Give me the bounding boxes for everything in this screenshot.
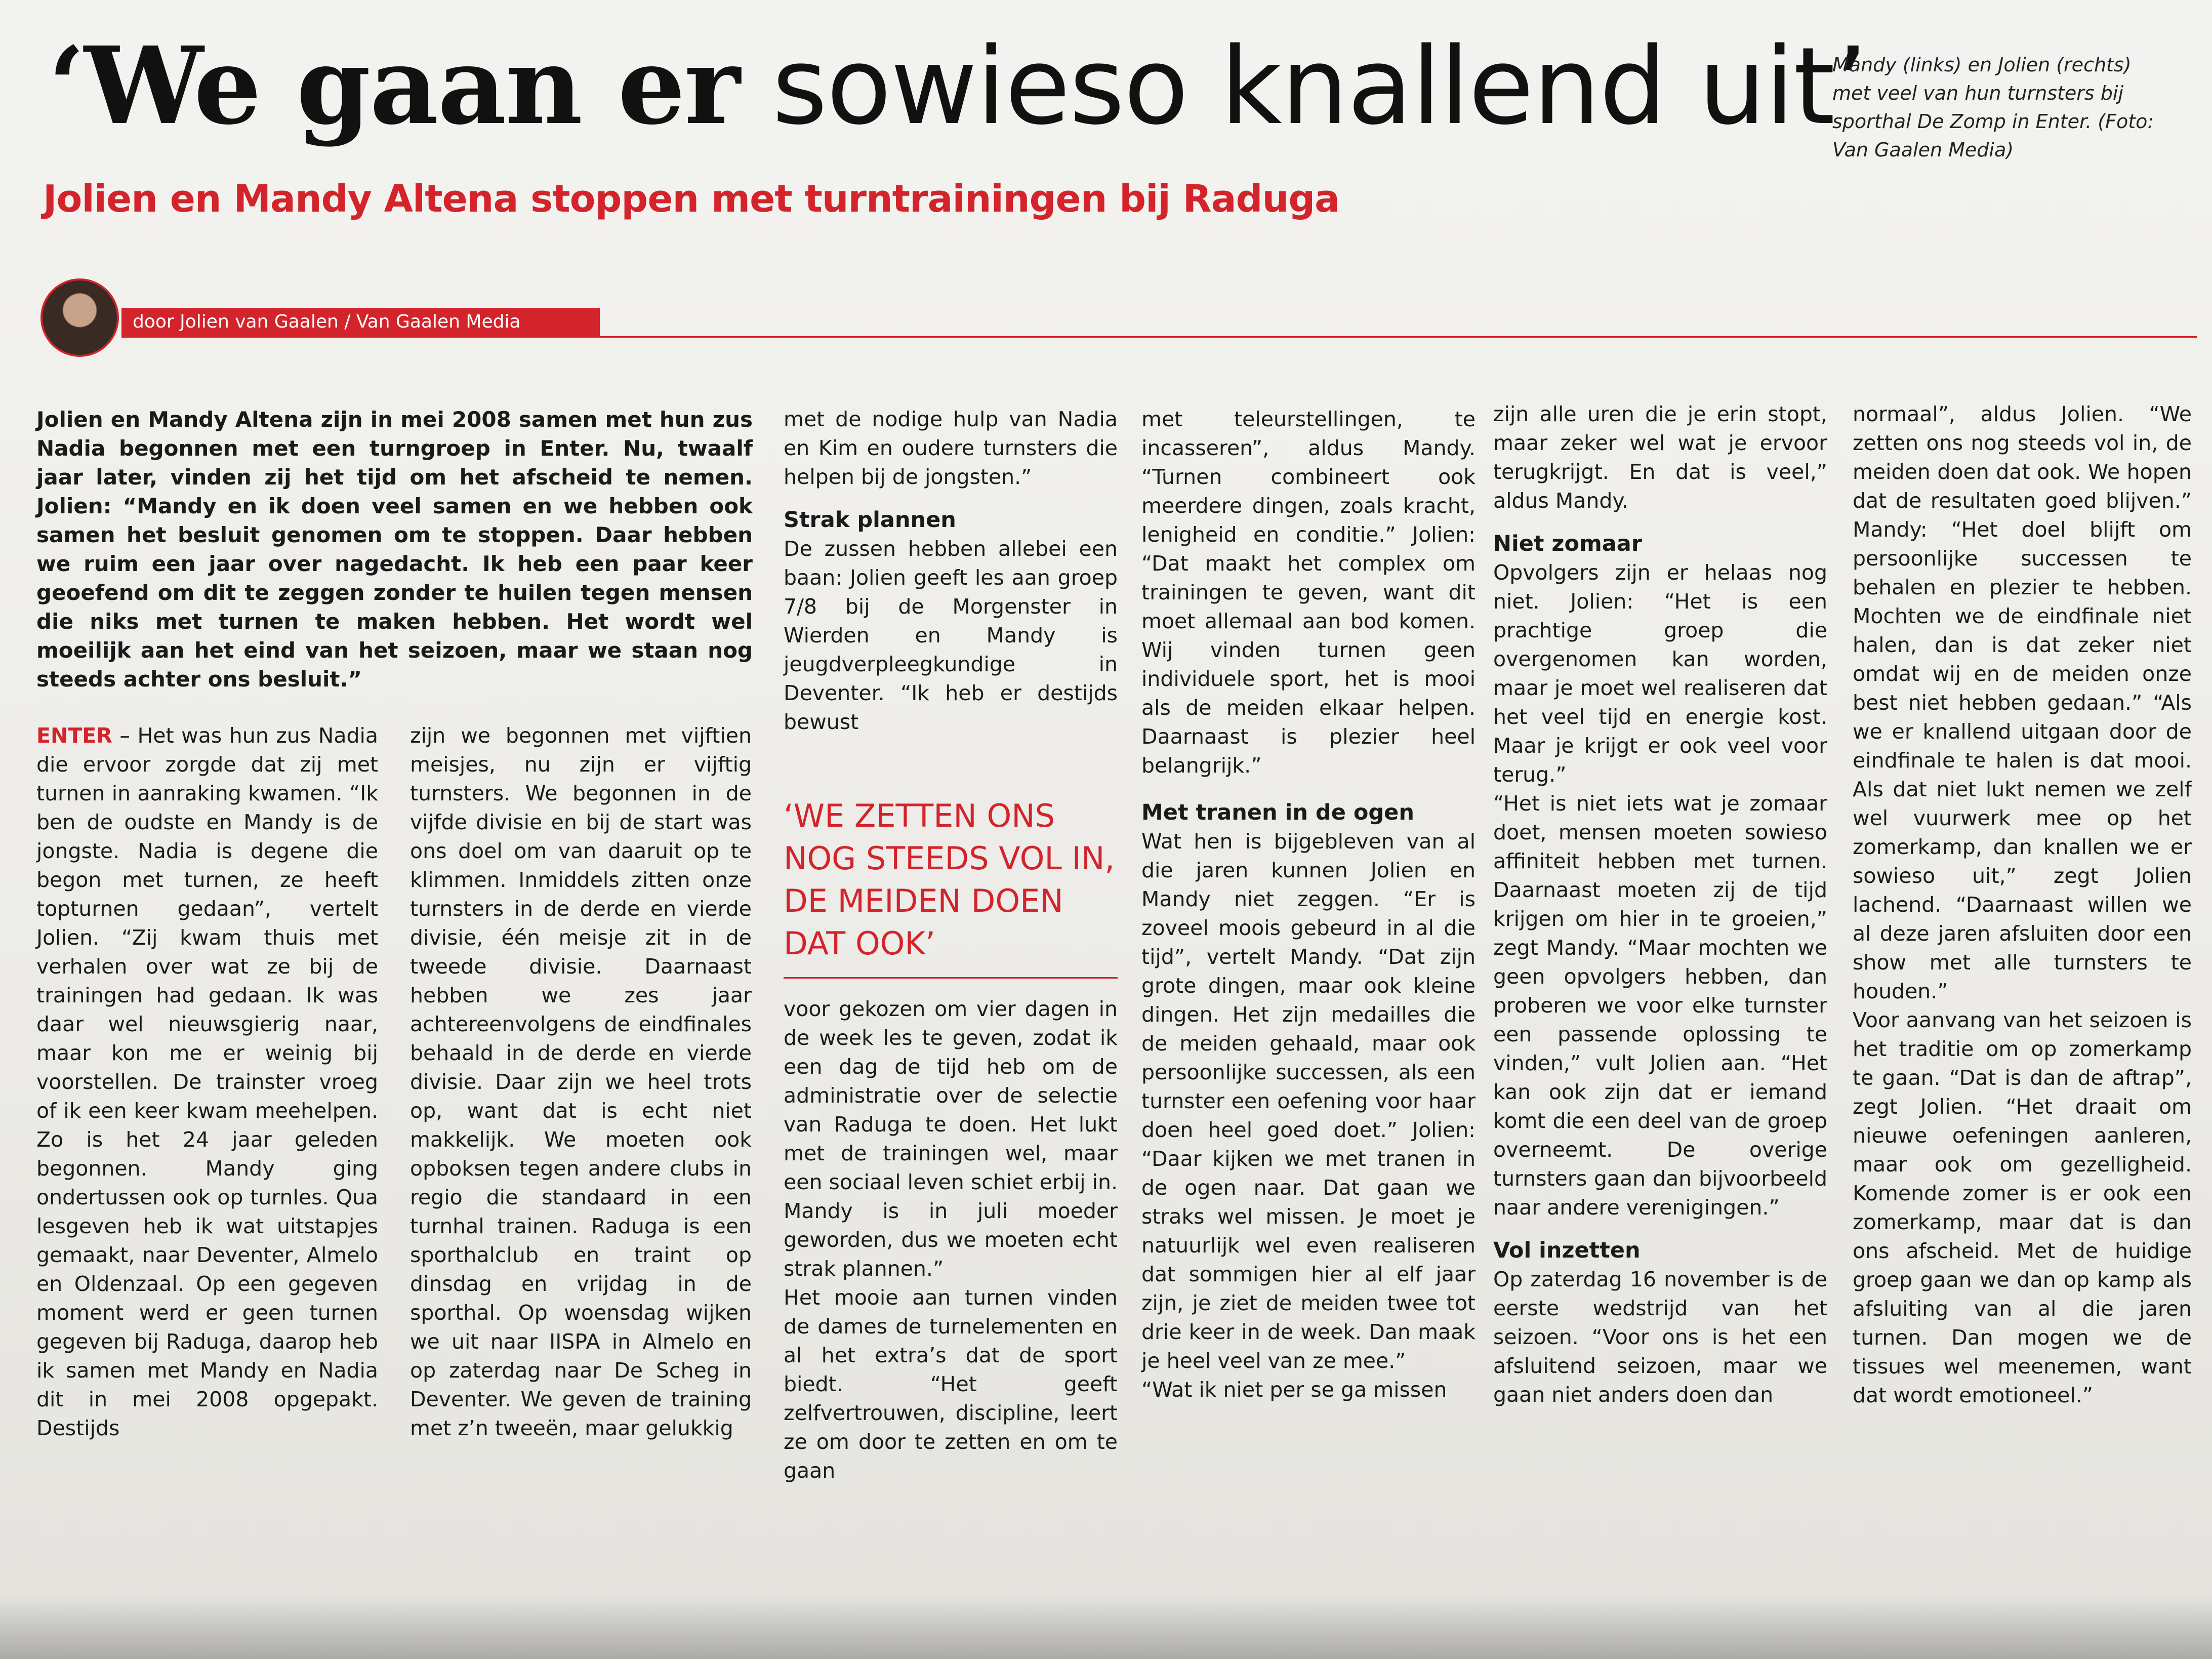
col3-paragraph-4: Het mooie aan turnen vinden de dames de turnelementen en al het extra’s dat de sport biedt. “Het geeft zelfvertrouwen, discipline, leert ze om door te zetten en om te gaan (784, 1285, 1118, 1483)
col5-heading-niet-zomaar: Niet zomaar (1493, 531, 1643, 556)
col4-paragraph-2: Wat hen is bijgebleven van al die jaren kunnen Jolien en Mandy niet zeggen. “Er is zoveel moois gebeurd in al die tijd”, vertelt Mandy. “Dat zijn grote dingen, maar ook kleine dingen. Het zijn medailles die de meiden gehaald, maar ook persoonlijke successen, als een turnster een oefening voor haar doen heel goed doet.” Jolien: “Daar kijken we met tranen in de ogen naar. Dat gaan we straks wel missen. Je moet je natuurlijk wel even realiseren dat sommigen hier al elf jaar zijn, je ziet de meiden twee tot drie keer in de week. Dan maak je heel veel van ze mee.” (1141, 829, 1476, 1373)
col2-paragraph: zijn we begonnen met vijftien meisjes, nu zijn er vijftig turnsters. We begonnen in de vijfde divisie en bij de start was ons doel om van daaruit op te klimmen. Inmiddels zitten onze turnsters in de derde en vierde divisie, één meisje zit in de tweede divisie. Daarnaast hebben we zes jaar achtereenvolgens de eindfinales behaald in de derde en vierde divisie. Daar zijn we heel trots op, want dat is echt niet makkelijk. We moeten ook opboksen tegen andere clubs in regio die standaard in een turnhal trainen. Raduga is een sporthalclub en traint op dinsdag en vrijdag in de sporthal. Op woensdag wijken we uit naar IISPA in Almelo en op zaterdag naar De Scheg in Deventer. We geven de training met z’n tweeën, maar gelukkig (410, 723, 752, 1440)
headline-bold: ‘We gaan er (48, 23, 740, 148)
column-3-bottom (784, 995, 1118, 1485)
column-3-top (784, 405, 1118, 737)
byline-rule (121, 336, 2197, 338)
col3-paragraph-1: met de nodige hulp van Nadia en Kim en oudere turnsters die helpen bij de jongsten.” (784, 407, 1118, 489)
headline-light: sowieso knallend uit’ (739, 24, 1867, 148)
column-1 (36, 721, 378, 1443)
col5-paragraph-2: Opvolgers zijn er helaas nog niet. Jolien: “Het is een prachtige groep die overgenomen kan worden, maar je moet wel realiseren dat het veel tijd en energie kost. Maar je krijgt er ook veel voor terug.” (1493, 560, 1827, 787)
page-edge-shadow (0, 1595, 2212, 1659)
col3-heading-strak-plannen: Strak plannen (784, 507, 956, 533)
col6-paragraph-1: normaal”, aldus Jolien. “We zetten ons nog steeds vol in, de meiden doen dat ook. We hopen dat de resultaten goed blijven.” Mandy: “Het doel blijft om persoonlijke successen te behalen en plezier te hebben. Mochten we de eindfinale niet halen, dan is dat zeker niet omdat wij en de meiden onze best niet hebben gedaan.” “Als we er knallend uitgaan door de eindfinale te halen is dat mooi. Als dat niet lukt nemen we zelf wel vuurwerk mee op het zomerkamp, dan knallen we er sowieso uit,” zegt Jolien lachend. “Daarnaast willen we al deze jaren afsluiten door een show met alle turnsters te houden.” (1853, 402, 2192, 1003)
dateline: ENTER (36, 723, 112, 748)
headline (48, 20, 1867, 152)
col5-paragraph-3: “Het is niet iets wat je zomaar doet, mensen moeten sowieso affiniteit hebben met turnen. Daarnaast moeten zij de tijd krijgen om hier in te groeien,” zegt Mandy. “Maar mochten we geen opvolgers hebben, dan proberen we voor elke turnster een passende oplossing te vinden,” vult Jolien aan. “Het kan ook zijn dat er iemand komt die een deel van de groep overneemt. De overige turnsters gaan dan bijvoorbeeld naar andere verenigingen.” (1493, 791, 1827, 1220)
column-4 (1141, 405, 1476, 1404)
col6-paragraph-2: Voor aanvang van het seizoen is het traditie om op zomerkamp te gaan. “Dat is dan de aftrap”, zegt Jolien. “Het draait om nieuwe oefeningen aanleren, maar ook om gezelligheid. Komende zomer is er ook een zomerkamp, maar dat is dan ons afscheid. Met de huidige groep gaan we dan op kamp als afsluiting van al die jaren turnen. Dan mogen we de tissues wel meenemen, want dat wordt emotioneel.” (1853, 1008, 2192, 1407)
col1-paragraph (36, 721, 378, 1443)
byline: door Jolien van Gaalen / Van Gaalen Media (121, 308, 600, 336)
subtitle: Jolien en Mandy Altena stoppen met turntrainingen bij Raduga (43, 177, 1340, 221)
author-avatar (40, 278, 119, 357)
col5-paragraph-4: Op zaterdag 16 november is de eerste wedstrijd van het seizoen. “Voor ons is het een afsluitend seizoen, maar we gaan niet anders doen dan (1493, 1267, 1827, 1407)
col3-paragraph-2: De zussen hebben allebei een baan: Jolien geeft les aan groep 7/8 bij de Morgenster in Wierden en Mandy is jeugdverpleegkundige in Deventer. “Ik heb er destijds bewust (784, 537, 1118, 734)
col5-heading-vol-inzetten: Vol inzetten (1493, 1238, 1641, 1263)
pull-quote: ‘WE ZETTEN ONS NOG STEEDS VOL IN, DE MEIDEN DOEN DAT OOK’ (784, 797, 1115, 962)
col4-heading-met-tranen: Met tranen in de ogen (1141, 800, 1414, 825)
intro-paragraph: Jolien en Mandy Altena zijn in mei 2008 samen met hun zus Nadia begonnen met een turngroep in Enter. Nu, twaalf jaar later, vinden zij het tijd om het afscheid te nemen. Jolien: “Mandy en ik doen veel samen en we hebben ook samen het besluit genomen om te stoppen. Daar hebben we ruim een jaar over nagedacht. Ik heb een paar keer geoefend om dit te zeggen zonder te huilen tegen mensen die niks met turnen te maken hebben. Het wordt wel moeilijk aan het eind van het seizoen, maar we staan nog steeds achter ons besluit.” (36, 407, 753, 692)
col3-paragraph-3: voor gekozen om vier dagen in de week les te geven, zodat ik een dag de tijd heb om de administratie over de selectie van Raduga te doen. Het lukt met de trainingen wel, maar een sociaal leven schiet erbij in. Mandy is in juli moeder geworden, dus we moeten echt strak plannen.” (784, 997, 1118, 1281)
col1-text: – Het was hun zus Nadia die ervoor zorgde dat zij met turnen in aanraking kwamen. “Ik ben de oudste en Mandy is de jongste. Nadia is degene die begon met turnen, ze heeft topturnen gedaan”, vertelt Jolien. “Zij kwam thuis met verhalen over wat ze bij de trainingen had gedaan. Ik was daar wel nieuwsgierig naar, maar kon me er weinig bij voorstellen. De trainster vroeg of ik een keer kwam meehelpen. Zo is het 24 jaar geleden begonnen. Mandy ging ondertussen ook op turnles. Qua lesgeven heb ik wat uitstapjes gemaakt, naar Deventer, Almelo en Oldenzaal. Op een gegeven moment werd er geen turnen gegeven bij Raduga, daarop heb ik samen met Mandy en Nadia dit in mei 2008 opgepakt. Destijds (36, 723, 378, 1440)
col4-paragraph-1: met teleurstellingen, te incasseren”, aldus Mandy. “Turnen combineert ook meerdere dingen, zoals kracht, lenigheid en conditie.” Jolien: “Dat maakt het complex om trainingen te geven, want dit moet allemaal aan bod komen. Wij vinden turnen geen individuele sport, het is mooi als de meiden elkaar helpen. Daarnaast is plezier heel belangrijk.” (1141, 407, 1476, 778)
col5-paragraph-1: zijn alle uren die je erin stopt, maar zeker wel wat je ervoor terugkrijgt. En dat is veel,” aldus Mandy. (1493, 402, 1827, 513)
photo-caption: Mandy (links) en Jolien (rechts) met veel van hun turnsters bij sporthal De Zomp in Enter. (Foto: Van Gaalen Media) (1832, 54, 2154, 161)
pull-quote-rule (784, 977, 1118, 979)
column-5 (1493, 400, 1827, 1409)
col4-paragraph-3: “Wat ik niet per se ga missen (1141, 1378, 1447, 1402)
column-6 (1853, 400, 2192, 1410)
column-2 (410, 721, 752, 1443)
